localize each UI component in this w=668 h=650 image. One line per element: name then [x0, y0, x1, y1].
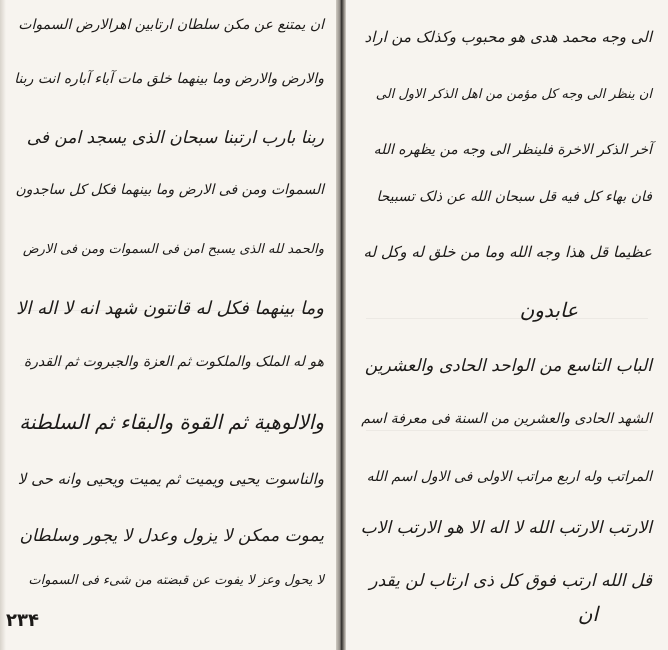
manuscript-line: والحمد لله الذی یسبح امن فی السموات ومن فی الارض: [22, 242, 324, 257]
manuscript-line: المراتب وله اربع مراتب الاولی فی الاول اسم الله: [366, 469, 652, 485]
ghost-line: [366, 430, 648, 431]
ghost-line: [366, 318, 648, 319]
manuscript-line: عظیما قل هذا وجه الله وما من خلق له وکل له: [363, 243, 652, 261]
manuscript-line: وما بینهما فکل له قانتون شهد انه لا اله الا: [16, 298, 324, 319]
manuscript-line: قل الله ارتب فوق کل ذی ارتاب لن یقدر: [369, 571, 652, 591]
manuscript-line: الشهد الحادی والعشرین من السنة فی معرفة اسم: [361, 411, 652, 427]
page-edge-shadow: [0, 0, 6, 650]
manuscript-line: والناسوت یحیی ویمیت ثم یمیت ویحیی وانه حی لا: [17, 470, 324, 488]
page-number: ٢٣۴: [6, 610, 39, 631]
manuscript-line: والارض والارض وما بینهما خلق مات آباء آباره انت ربنا: [14, 71, 324, 87]
manuscript-line: الی وجه محمد هدی هو محبوب وکذلک من اراد: [364, 28, 652, 46]
manuscript-line: ان ینظر الی وجه کل مؤمن من اهل الذکر الاول الی: [375, 87, 652, 102]
chapter-heading: الباب التاسع من الواحد الحادی والعشرین: [364, 356, 652, 376]
manuscript-line: هو له الملک والملکوت ثم العزة والجبروت ثم القدرة: [23, 354, 324, 370]
manuscript-line: السموات ومن فی الارض وما بینهما فکل کل ساجدون: [15, 182, 324, 198]
manuscript-line: ان: [577, 602, 598, 626]
manuscript-line: فان بهاء کل فیه قل سبحان الله عن ذلک تسبیحا: [376, 189, 652, 205]
manuscript-line: ربنا بارب ارتبنا سبحان الذی یسجد امن فی: [26, 128, 324, 148]
manuscript-line: الارتب الارتب الله لا اله الا هو الارتب الاب: [360, 518, 652, 538]
book-gutter: [336, 0, 346, 650]
manuscript-line: یموت ممکن لا یزول وعدل لا یجور وسلطان: [19, 526, 324, 546]
right-page: [346, 0, 668, 650]
manuscript-line: والالوهیة ثم القوة والبقاء ثم السلطنة: [19, 410, 324, 434]
manuscript-line: عابدون: [519, 298, 578, 322]
manuscript-line: لا یحول وعز لا یفوت عن قبضته من شیء فی السموات: [28, 573, 324, 588]
manuscript-line: آخر الذکر الاخرة فلینظر الی وجه من یظهره الله: [373, 142, 652, 158]
manuscript-line: ان یمتنع عن مکن سلطان ارتابین اهرالارض السموات: [18, 17, 324, 33]
